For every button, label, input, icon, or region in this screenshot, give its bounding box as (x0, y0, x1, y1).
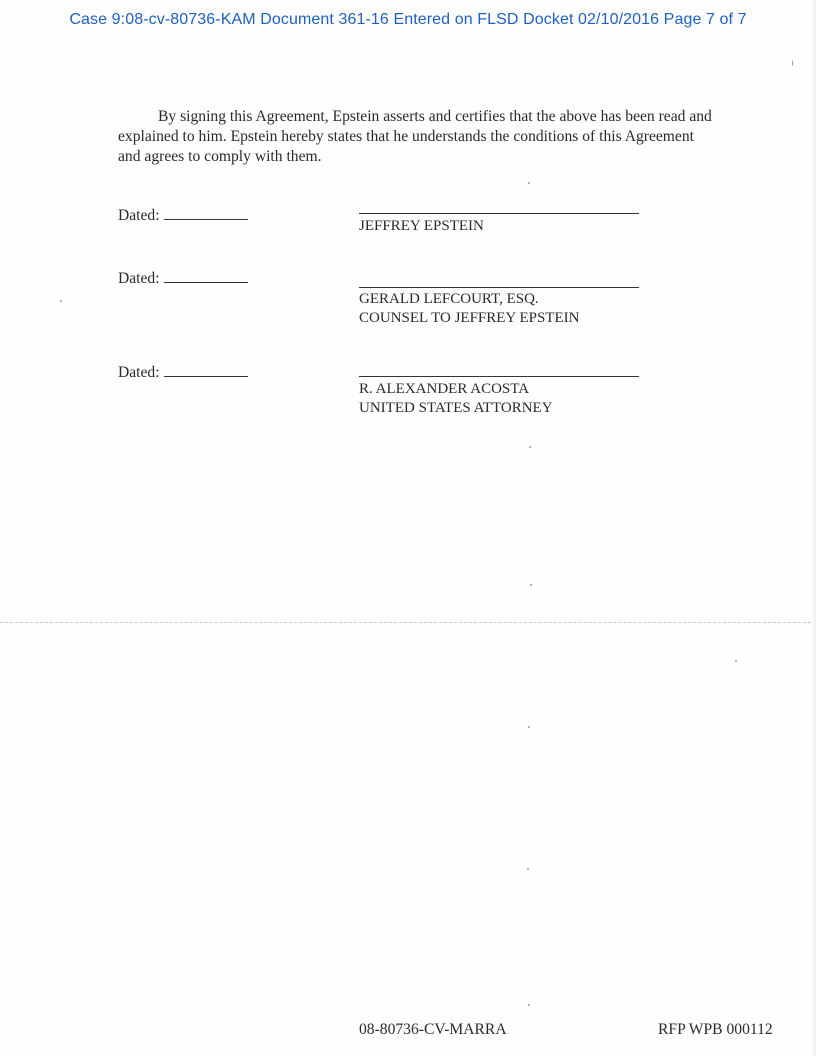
scan-crease-line (0, 622, 816, 623)
signatory-name: R. ALEXANDER ACOSTA (359, 381, 530, 397)
scan-speck (527, 868, 529, 870)
signature-line-2 (359, 287, 639, 288)
scan-speck (735, 660, 737, 662)
signatory-name: GERALD LEFCOURT, ESQ. (359, 291, 539, 307)
dated-field-1 (118, 205, 248, 225)
scan-speck (528, 726, 530, 728)
date-blank-line (164, 205, 248, 220)
signatory-3 (359, 380, 553, 418)
certification-paragraph: By signing this Agreement, Epstein asserts and certifies that the above has been read and explained to him. Epstein hereby states that he understands the conditions of this Agreement and agrees to comply with them. (118, 108, 712, 165)
bates-number-footer: RFP WPB 000112 (658, 1021, 773, 1038)
dated-label: Dated: (118, 207, 160, 224)
signatory-1 (359, 217, 484, 236)
scan-speck (529, 446, 531, 448)
scan-speck (792, 60, 793, 66)
signatory-name: JEFFREY EPSTEIN (359, 218, 484, 234)
date-blank-line (164, 362, 248, 377)
docket-header: Case 9:08-cv-80736-KAM Document 361-16 Entered on FLSD Docket 02/10/2016 Page 7 of 7 (69, 11, 747, 28)
case-number-footer: 08-80736-CV-MARRA (359, 1021, 507, 1038)
signatory-2 (359, 290, 579, 328)
signature-line-1 (359, 213, 639, 214)
dated-field-3 (118, 362, 248, 382)
scan-edge-shadow (812, 0, 816, 1056)
scan-speck (528, 1004, 530, 1006)
dated-label: Dated: (118, 270, 160, 287)
dated-label: Dated: (118, 364, 160, 381)
date-blank-line (164, 268, 248, 283)
signature-line-3 (359, 376, 639, 377)
dated-field-2 (118, 268, 248, 288)
signatory-title: UNITED STATES ATTORNEY (359, 400, 553, 416)
scan-speck (528, 182, 530, 184)
signatory-title: COUNSEL TO JEFFREY EPSTEIN (359, 310, 580, 326)
scan-speck (530, 584, 532, 586)
scan-speck (60, 300, 62, 302)
